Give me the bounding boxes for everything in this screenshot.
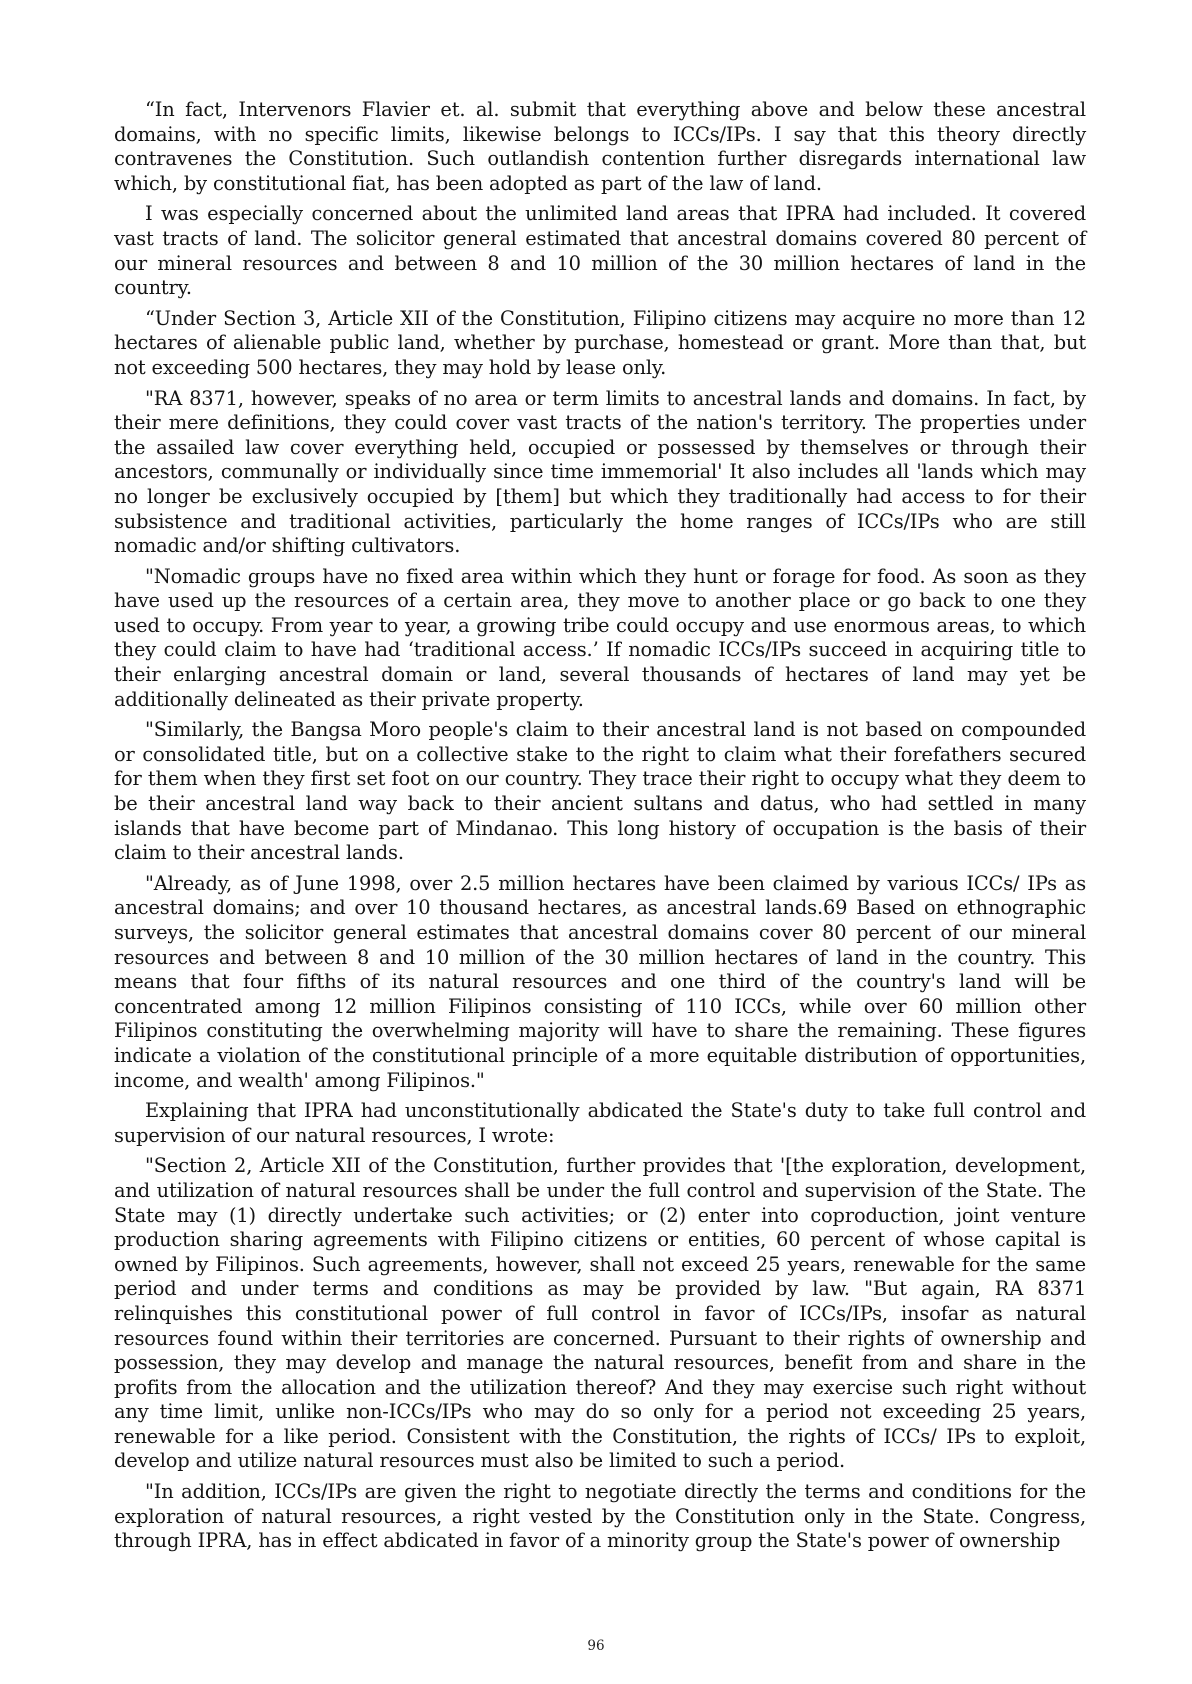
paragraph-10: "In addition, ICCs/IPs are given the right to negotiate directly the terms and conditions for the exploration of natural resources, a right vested by the Constitution only in the State. Congress, through IPRA, has in effect abdicated in favor of a minority group the State's power of ownership bbox=[114, 1480, 1086, 1553]
paragraph-6: "Similarly, the Bangsa Moro people's claim to their ancestral land is not based on compounded or consolidated title, but on a collective stake to the right to claim what their forefathers secured for them when they first set foot on our country. They trace their right to occupy what they deem to be their ancestral land way back to their ancient sultans and datus, who had settled in many islands that have become part of Mindanao. This long history of occupation is the basis of their claim to their ancestral lands. bbox=[114, 718, 1086, 865]
paragraph-8: Explaining that IPRA had unconstitutionally abdicated the State's duty to take full control and supervision of our natural resources, I wrote: bbox=[114, 1099, 1086, 1147]
paragraph-7: "Already, as of June 1998, over 2.5 million hectares have been claimed by various ICCs/ IPs as ancestral domains; and over 10 thousand hectares, as ancestral lands.69 Based on ethnographic surveys, the solicitor general estimates that ancestral domains cover 80 percent of our mineral resources and between 8 and 10 million of the 30 million hectares of land in the country. This means that four fifths of its natural resources and one third of the country's land will be concentrated among 12 million Filipinos consisting of 110 ICCs, while over 60 million other Filipinos constituting the overwhelming majority will have to share the remaining. These figures indicate a violation of the constitutional principle of a more equitable distribution of opportunities, income, and wealth' among Filipinos." bbox=[114, 871, 1086, 1092]
paragraph-2: I was especially concerned about the unlimited land areas that IPRA had included. It covered vast tracts of land. The solicitor general estimated that ancestral domains covered 80 percent of our mineral resources and between 8 and 10 million of the 30 million hectares of land in the country. bbox=[114, 202, 1086, 300]
paragraph-5: "Nomadic groups have no fixed area within which they hunt or forage for food. As soon as they have used up the resources of a certain area, they move to another place or go back to one they used to occupy. From year to year, a growing tribe could occupy and use enormous areas, to which they could claim to have had ‘traditional access.’ If nomadic ICCs/IPs succeed in acquiring title to their enlarging ancestral domain or land, several thousands of hectares of land may yet be additionally delineated as their private property. bbox=[114, 564, 1086, 711]
paragraph-1: “In fact, Intervenors Flavier et. al. submit that everything above and below these ancestral domains, with no specific limits, likewise belongs to ICCs/IPs. I say that this theory directly contravenes the Constitution. Such outlandish contention further disregards international law which, by constitutional fiat, has been adopted as part of the law of land. bbox=[114, 98, 1086, 195]
page-body bbox=[114, 98, 1086, 1560]
paragraph-9: "Section 2, Article XII of the Constitution, further provides that '[the exploration, development, and utilization of natural resources shall be under the full control and supervision of the State. The State may (1) directly undertake such activities; or (2) enter into coproduction, joint venture production sharing agreements with Filipino citizens or entities, 60 percent of whose capital is owned by Filipinos. Such agreements, however, shall not exceed 25 years, renewable for the same period and under terms and conditions as may be provided by law. "But again, RA 8371 relinquishes this constitutional power of full control in favor of ICCs/IPs, insofar as natural resources found within their territories are concerned. Pursuant to their rights of ownership and possession, they may develop and manage the natural resources, benefit from and share in the profits from the allocation and the utilization thereof? And they may exercise such right without any time limit, unlike non-ICCs/IPs who may do so only for a period not exceeding 25 years, renewable for a like period. Consistent with the Constitution, the rights of ICCs/ IPs to exploit, develop and utilize natural resources must also be limited to such a period. bbox=[114, 1154, 1086, 1473]
paragraph-3: “Under Section 3, Article XII of the Constitution, Filipino citizens may acquire no more than 12 hectares of alienable public land, whether by purchase, homestead or grant. More than that, but not exceeding 500 hectares, they may hold by lease only. bbox=[114, 306, 1086, 379]
page-number: 96 bbox=[587, 1638, 605, 1654]
paragraph-4: "RA 8371, however, speaks of no area or term limits to ancestral lands and domains. In fact, by their mere definitions, they could cover vast tracts of the nation's territory. The properties under the assailed law cover everything held, occupied or possessed by themselves or through their ancestors, communally or individually since time immemorial' It also includes all 'lands which may no longer be exclusively occupied by [them] but which they traditionally had access to for their subsistence and traditional activities, particularly the home ranges of ICCs/IPs who are still nomadic and/or shifting cultivators. bbox=[114, 386, 1086, 558]
